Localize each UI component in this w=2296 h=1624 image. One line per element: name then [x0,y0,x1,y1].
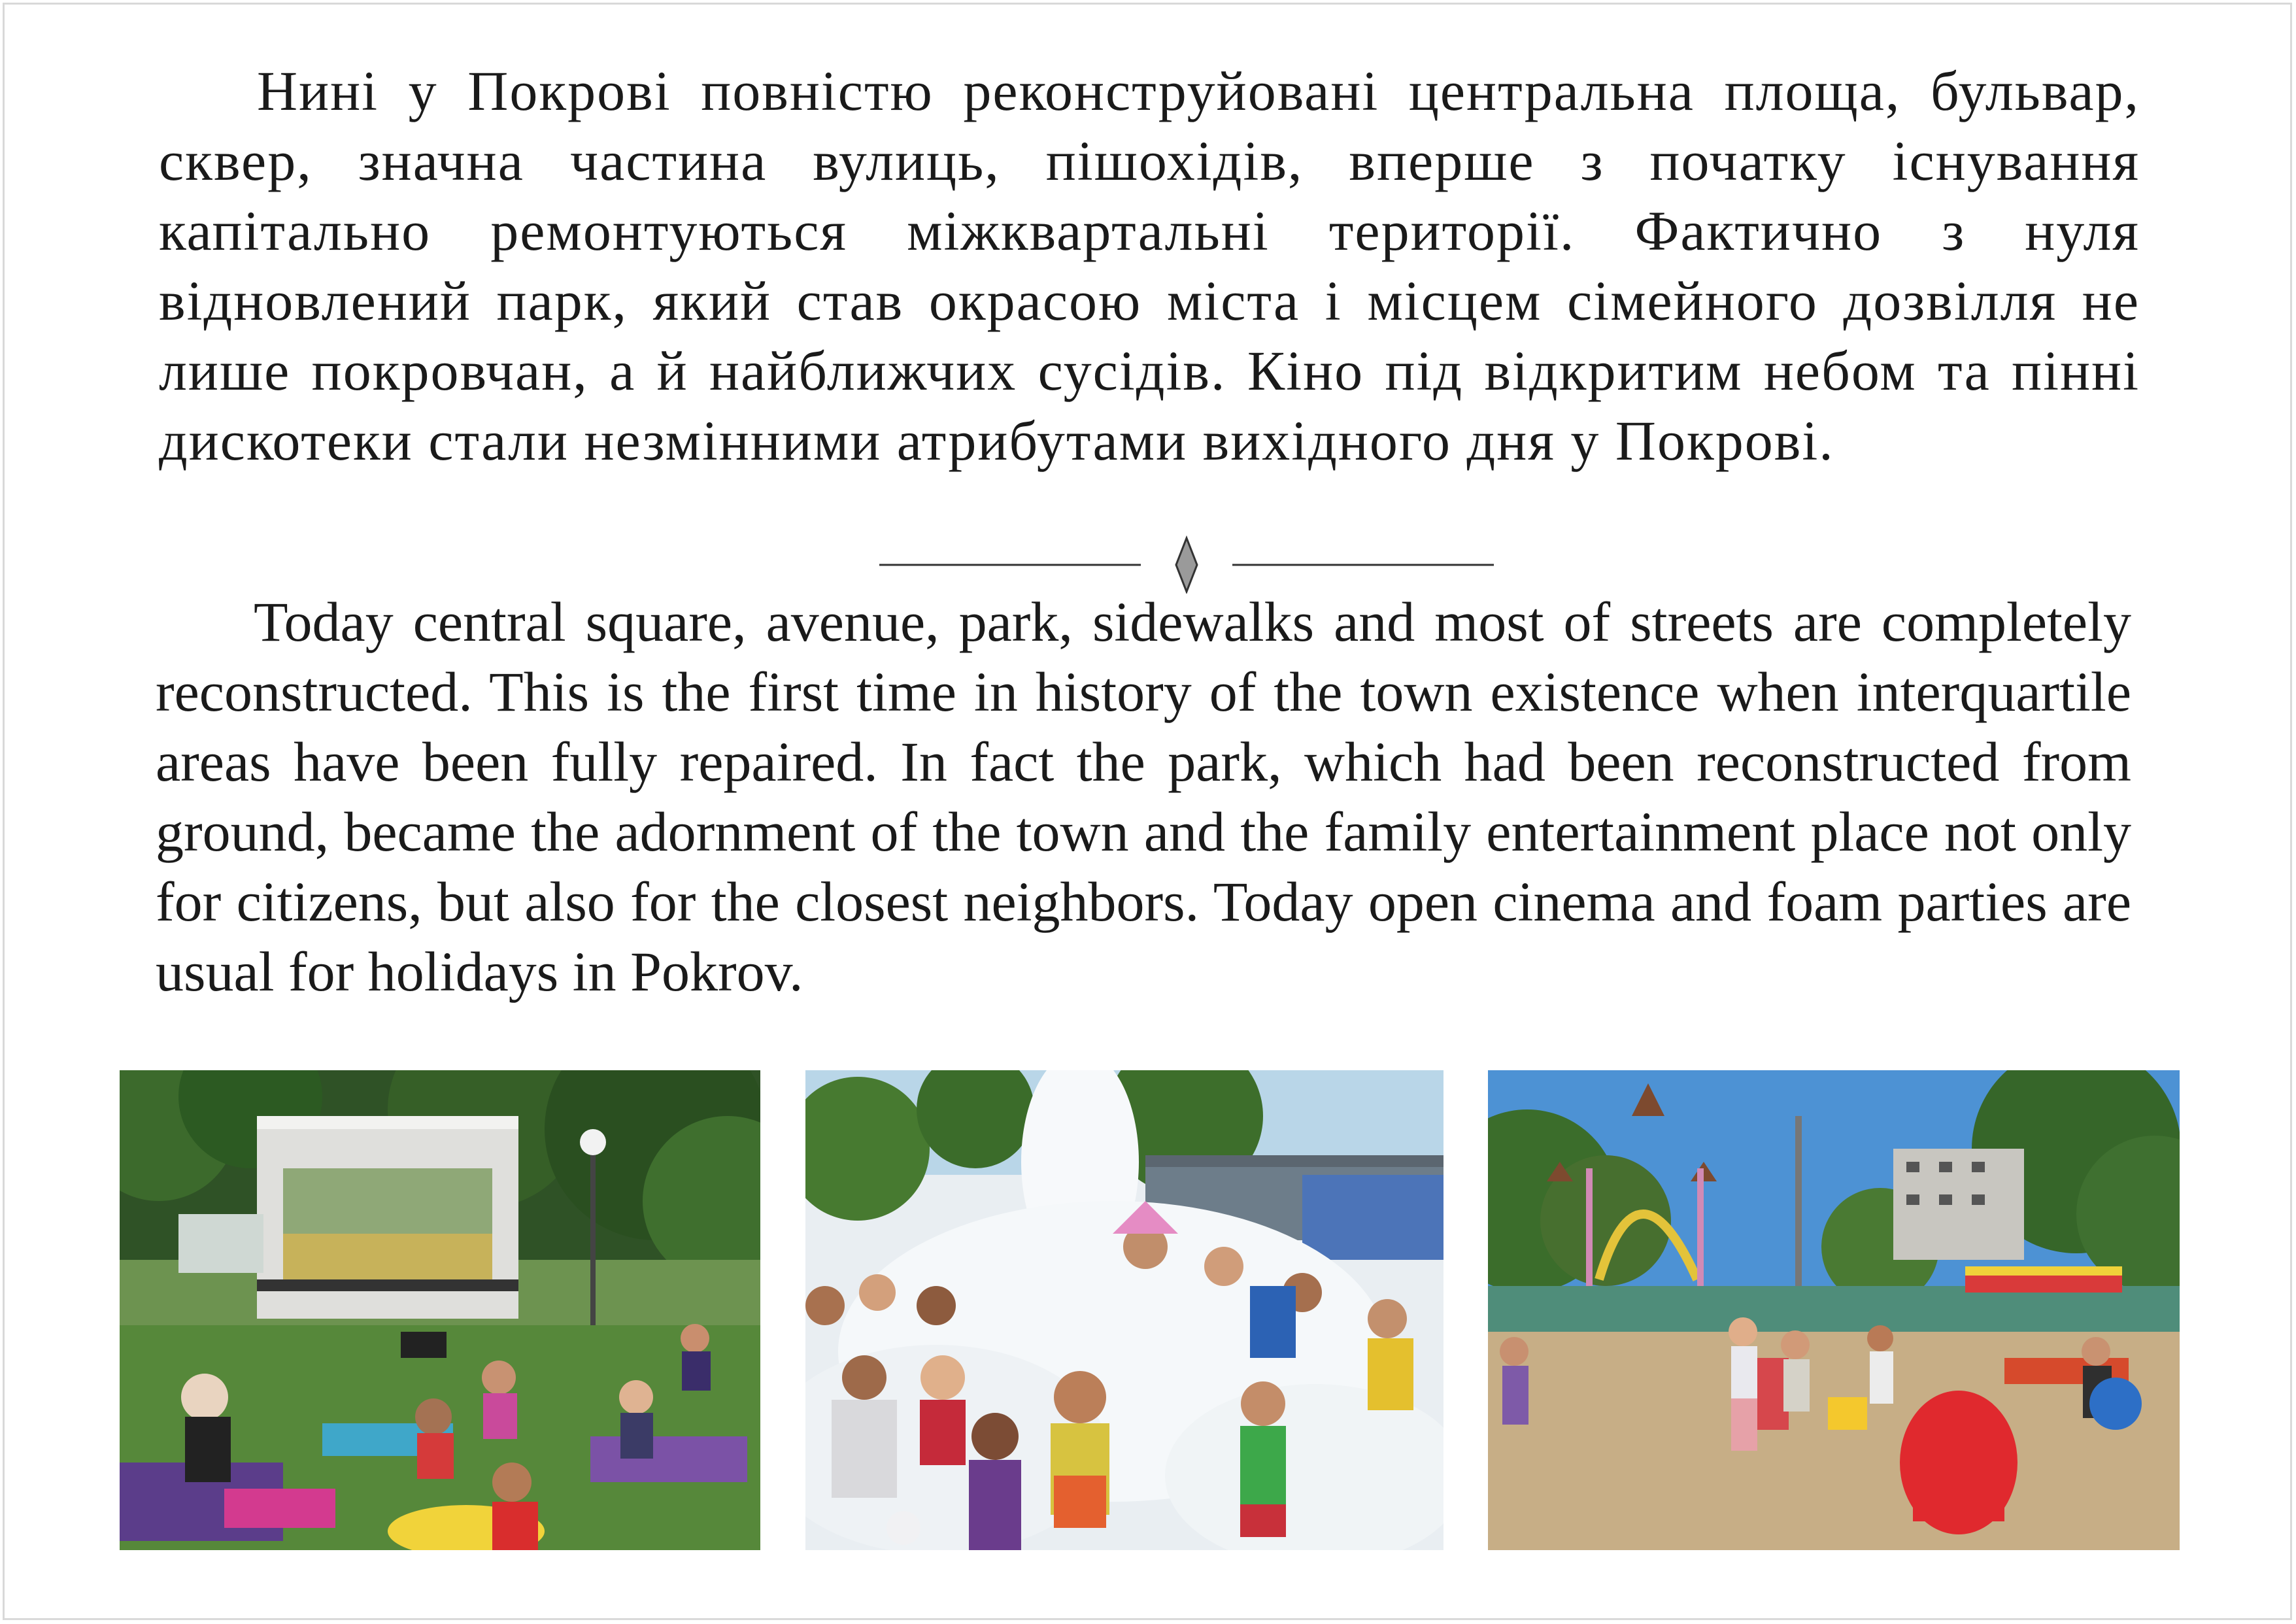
photo-open-air-cinema [120,1070,760,1550]
paragraph-english: Today central square, avenue, park, sidewalks and most of streets are completely reconstructed. This is the first time in history of the town existence when interquartile areas have been fully repaired. In fact the park, which had been reconstructed from ground, became the adornment of the town and the family entertainment place not only for citizens, but also for the closest neighbors. Today open cinema and foam parties are usual for holidays in Pokrov. [156,590,2131,1003]
ornament-divider [879,535,1494,594]
photo-foam-party [805,1070,1443,1550]
photo-playground [1488,1070,2180,1550]
paragraph-ukrainian: Нині у Покрові повністю реконструйовані центральна площа, бульвар, сквер, значна частина вулиць, пішохідів, вперше з початку існування капітально ремонтуються міжквартальні території. Фактично з нуля відновлений парк, який став окрасою міста і місцем сімейного дозвілля не лише покровчан, а й найближчих сусідів. Кіно під відкритим небом та пінні дискотеки стали незмінними атрибутами вихідного дня у Покрові. [159,59,2140,472]
